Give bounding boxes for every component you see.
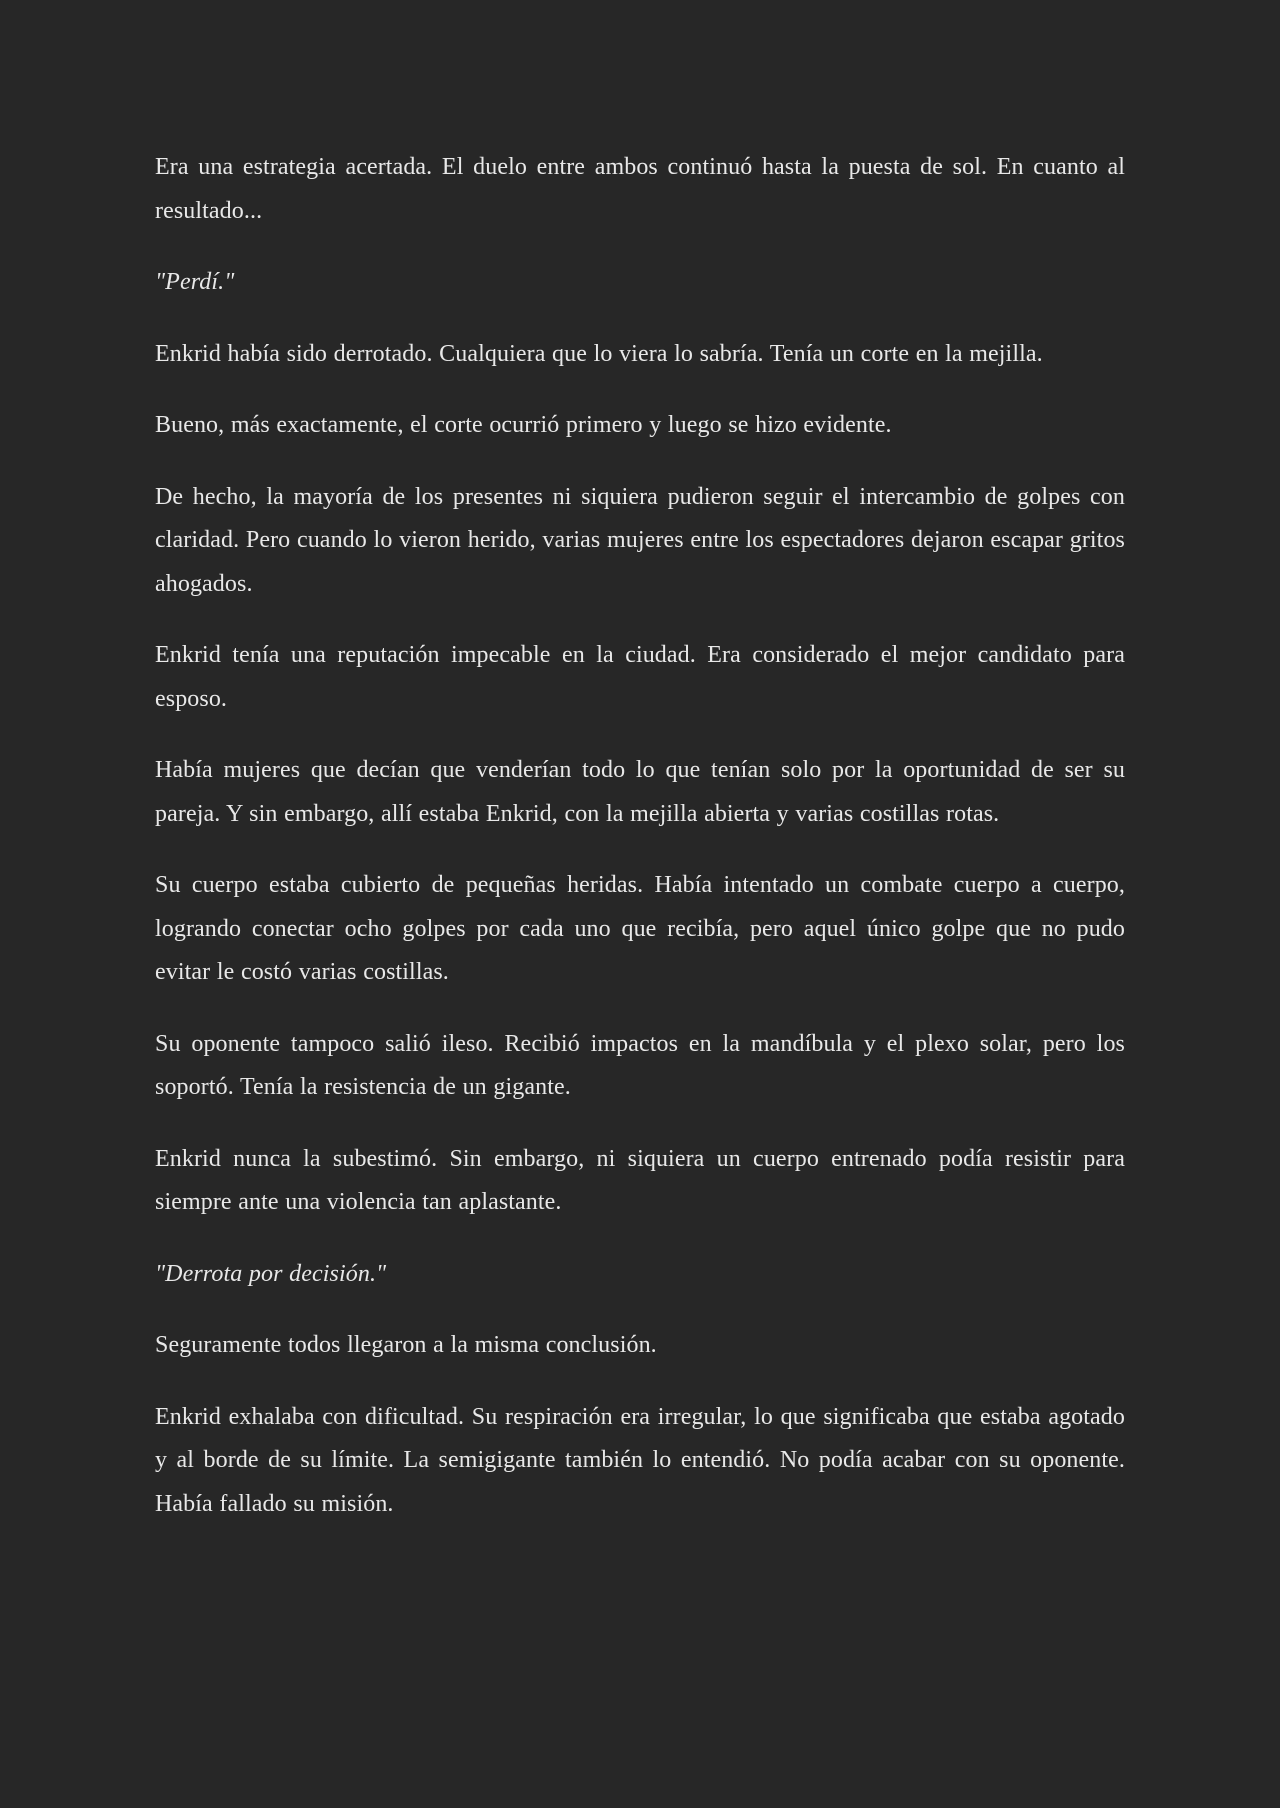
paragraph: Bueno, más exactamente, el corte ocurrió primero y luego se hizo evidente. bbox=[155, 412, 892, 438]
paragraph: Enkrid exhalaba con dificultad. Su respiración era irregular, lo que significaba que estaba agotado y al borde de su límite. La semigigante también lo entendió. No podía acabar con su oponente. Había fallado su misión. bbox=[155, 1403, 1125, 1517]
reader-content bbox=[155, 146, 1125, 1526]
paragraph: Enkrid tenía una reputación impecable en la ciudad. Era considerado el mejor candidato para esposo. bbox=[155, 642, 1125, 712]
paragraph: Era una estrategia acertada. El duelo entre ambos continuó hasta la puesta de sol. En cuanto al resultado... bbox=[155, 154, 1125, 224]
quote-paragraph: "Perdí." bbox=[155, 269, 235, 295]
paragraph: Había mujeres que decían que venderían todo lo que tenían solo por la oportunidad de ser su pareja. Y sin embargo, allí estaba Enkrid, con la mejilla abierta y varias costillas rotas. bbox=[155, 757, 1125, 827]
paragraph: De hecho, la mayoría de los presentes ni siquiera pudieron seguir el intercambio de golpes con claridad. Pero cuando lo vieron herido, varias mujeres entre los espectadores dejaron escapar gritos ahogados. bbox=[155, 483, 1125, 597]
paragraph: Su cuerpo estaba cubierto de pequeñas heridas. Había intentado un combate cuerpo a cuerpo, logrando conectar ocho golpes por cada uno que recibía, pero aquel único golpe que no pudo evitar le costó varias costillas. bbox=[155, 872, 1125, 985]
paragraph: Su oponente tampoco salió ileso. Recibió impactos en la mandíbula y el plexo solar, pero los soportó. Tenía la resistencia de un gigante. bbox=[155, 1030, 1125, 1100]
paragraph: Enkrid había sido derrotado. Cualquiera que lo viera lo sabría. Tenía un corte en la mejilla. bbox=[155, 340, 1043, 367]
paragraph: Enkrid nunca la subestimó. Sin embargo, ni siquiera un cuerpo entrenado podía resistir para siempre ante una violencia tan aplastante. bbox=[155, 1145, 1125, 1215]
quote-paragraph: "Derrota por decisión." bbox=[155, 1260, 387, 1287]
paragraph: Seguramente todos llegaron a la misma conclusión. bbox=[155, 1332, 657, 1358]
